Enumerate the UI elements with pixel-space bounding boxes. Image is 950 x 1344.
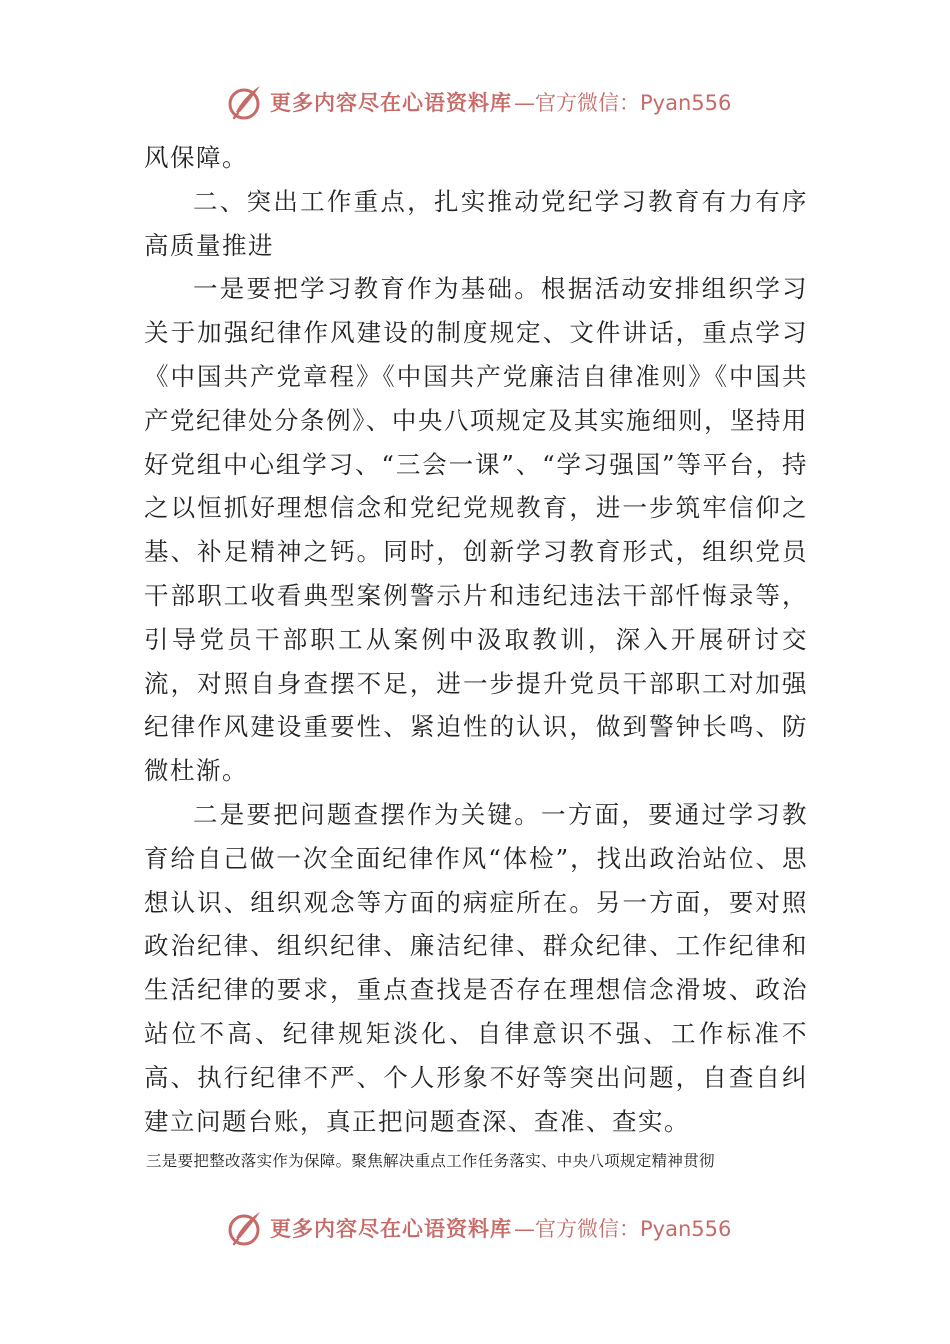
paragraph: 一是要把学习教育作为基础。根据活动安排组织学习关于加强纪律作风建设的制度规定、文件讲话，重点学习《中国共产党章程》《中国共产党廉洁自律准则》《中国共产党纪律处分条例》、中央八项规定及其实施细则，坚持用好党组中心组学习、“三会一课”、“学习强国”等平台，持之以恒抓好理想信念和党纪党规教育，进一步筑牢信仰之基、补足精神之钙。同时，创新学习教育形式，组织党员干部职工收看典型案例警示片和违纪违法干部忏悔录等，引导党员干部职工从案例中汲取教训，深入开展研讨交流，对照自身查摆不足，进一步提升党员干部职工对加强纪律作风建设重要性、紧迫性的认识，做到警钟长鸣、防微杜渐。 xyxy=(144,274,808,786)
watermark-footer xyxy=(226,1206,746,1250)
paragraph-small: 三是要把整改落实作为保障。聚焦解决重点工作任务落实、中央八项规定精神贯彻 xyxy=(146,1152,715,1170)
watermark-wechat: —官方微信：Pyan556 xyxy=(514,1217,732,1241)
watermark-title: 更多内容尽在心语资料库 xyxy=(270,90,512,115)
body-text xyxy=(144,136,808,1143)
paragraph: 风保障。 xyxy=(144,143,248,172)
paragraph: 二是要把问题查摆作为关键。一方面，要通过学习教育给自己做一次全面纪律作风“体检”，找出政治站位、思想认识、组织观念等方面的病症所在。另一方面，要对照政治纪律、组织纪律、廉洁纪律、群众纪律、工作纪律和生活纪律的要求，重点查找是否存在理想信念滑坡、政治站位不高、纪律规矩淡化、自律意识不强、工作标准不高、执行纪律不严、个人形象不好等突出问题，自查自纠建立问题台账，真正把问题查深、查准、查实。 xyxy=(144,799,808,1136)
quill-logo-icon xyxy=(226,1208,266,1248)
quill-logo-icon xyxy=(226,82,266,122)
section-heading: 二、突出工作重点，扎实推动党纪学习教育有力有序高质量推进 xyxy=(144,186,808,260)
watermark-wechat: —官方微信：Pyan556 xyxy=(514,91,732,115)
watermark-header xyxy=(226,80,746,124)
watermark-title: 更多内容尽在心语资料库 xyxy=(270,1216,512,1241)
